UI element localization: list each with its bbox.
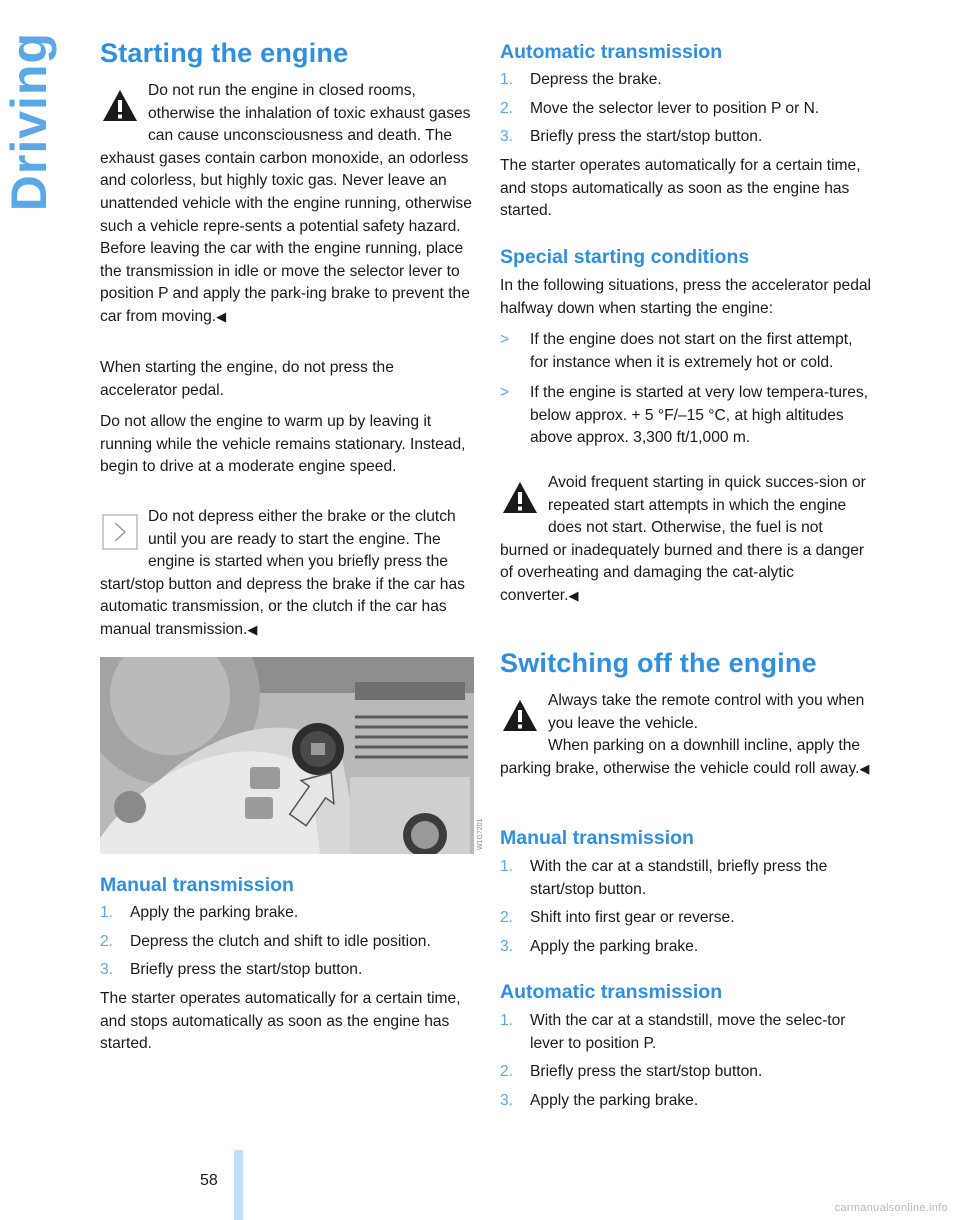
steps-auto-off [500,1010,872,1112]
paragraph-accelerator: When starting the engine, do not press the accelerator pedal. [100,359,394,399]
list-item: 1. Depress the brake. [500,71,662,88]
section-title-starting: Starting the engine [100,38,349,68]
list-item: 3. Apply the parking brake. [500,1091,699,1109]
list-item: 3. Briefly press the start/stop button. [500,128,763,146]
paragraph-starter-auto: The starter operates automatically for a certain time, and stops automatically as soon as the engine has started. [500,157,861,220]
list-item: 1. Apply the parking brake. [100,904,299,921]
steps-auto-start [500,69,872,149]
heading-automatic-transmission: Automatic transmission [500,41,723,63]
list-item: 2. Move the selector lever to position P or N. [500,99,820,117]
note-text: Do not depress either the brake or the clutch until you are ready to start the engine. The engine is started when you briefly press the start/stop button and depress the brake if the car has automatic transmission, or the clutch if the car has manual transmission. [100,508,465,638]
watermark: carmanualsonline.info [834,1202,948,1214]
section-title-switching-off: Switching off the engine [500,648,817,678]
warning-text: Do not run the engine in closed rooms, otherwise the inhalation of toxic exhaust gases can cause unconsciousness and death. The exhaust gases contain carbon monoxide, an odorless and colorless, but highly toxic gas. Never leave an unattended vehicle with the engine running, otherwise such a vehicle repre-sents a potential safety hazard. [100,82,472,235]
warning-triangle-icon [100,86,140,126]
warning-text-continued: Before leaving the car with the engine running, place the transmission in idle or move the selector lever to position P and apply the park-ing brake to prevent the car from moving.◀ [100,240,470,325]
page-bar [234,1150,243,1220]
steps-manual-start [100,902,474,982]
section-tab [0,32,60,222]
list-item: > If the engine is started at very low tempera-tures, below approx. + 5 °F/–15 °C, at high altitudes above approx. 3,300 ft/1,000 m. [500,384,869,447]
warning-text-continued: When parking on a downhill incline, apply the parking brake, otherwise the vehicle could roll away.◀ [500,737,870,777]
steps-manual-off [500,856,872,958]
list-item: 3. Briefly press the start/stop button. [100,961,363,979]
list-item: 1. With the car at a standstill, move the selec-tor lever to position P. [500,1012,846,1052]
warning-remote-control [500,690,872,780]
list-item: 3. Apply the parking brake. [500,937,699,955]
page-number: 58 [200,1172,218,1189]
end-mark: ◀ [568,587,579,603]
special-conditions-list [500,329,872,450]
note-brake-clutch [100,506,474,642]
note-arrow-icon [100,512,140,552]
heading-manual-transmission: Manual transmission [100,874,294,896]
start-stop-button-photo [100,657,474,854]
list-item: > If the engine does not start on the first attempt, for instance when it is extremely hot or cold. [500,331,853,371]
warning-closed-rooms [100,80,474,329]
end-mark: ◀ [216,308,227,324]
warning-text: Always take the remote control with you when you leave the vehicle. [548,692,865,732]
paragraph-special-intro: In the following situations, press the accelerator pedal halfway down when starting the engine: [500,277,871,317]
end-mark: ◀ [859,760,870,776]
warning-text: Avoid frequent starting in quick succes-sion or repeated start attempts in which the engine does not start. Otherwise, the fuel is not burned or inadequately burned and there is a danger of overheating and damaging the cat-alytic converter. [500,474,866,604]
paragraph-warm-up: Do not allow the engine to warm up by leaving it running while the vehicle remains stationary. Instead, begin to drive at a moderate engine speed. [100,413,466,476]
heading-off-automatic: Automatic transmission [500,981,723,1003]
heading-off-manual: Manual transmission [500,827,694,849]
list-item: 2. Briefly press the start/stop button. [500,1063,763,1081]
heading-special-conditions: Special starting conditions [500,246,750,268]
photo-code: W1G7201 [477,818,484,850]
list-item: 2. Shift into first gear or reverse. [500,909,735,927]
list-item: 2. Depress the clutch and shift to idle position. [100,932,431,950]
warning-frequent-starting [500,472,872,608]
end-mark: ◀ [247,621,258,637]
warning-triangle-icon [500,478,540,518]
section-tab-label: Driving [1,32,57,212]
warning-triangle-icon [500,696,540,736]
list-item: 1. With the car at a standstill, briefly press the start/stop button. [500,858,828,898]
paragraph-starter-manual: The starter operates automatically for a certain time, and stops automatically as soon as the engine has started. [100,990,461,1053]
